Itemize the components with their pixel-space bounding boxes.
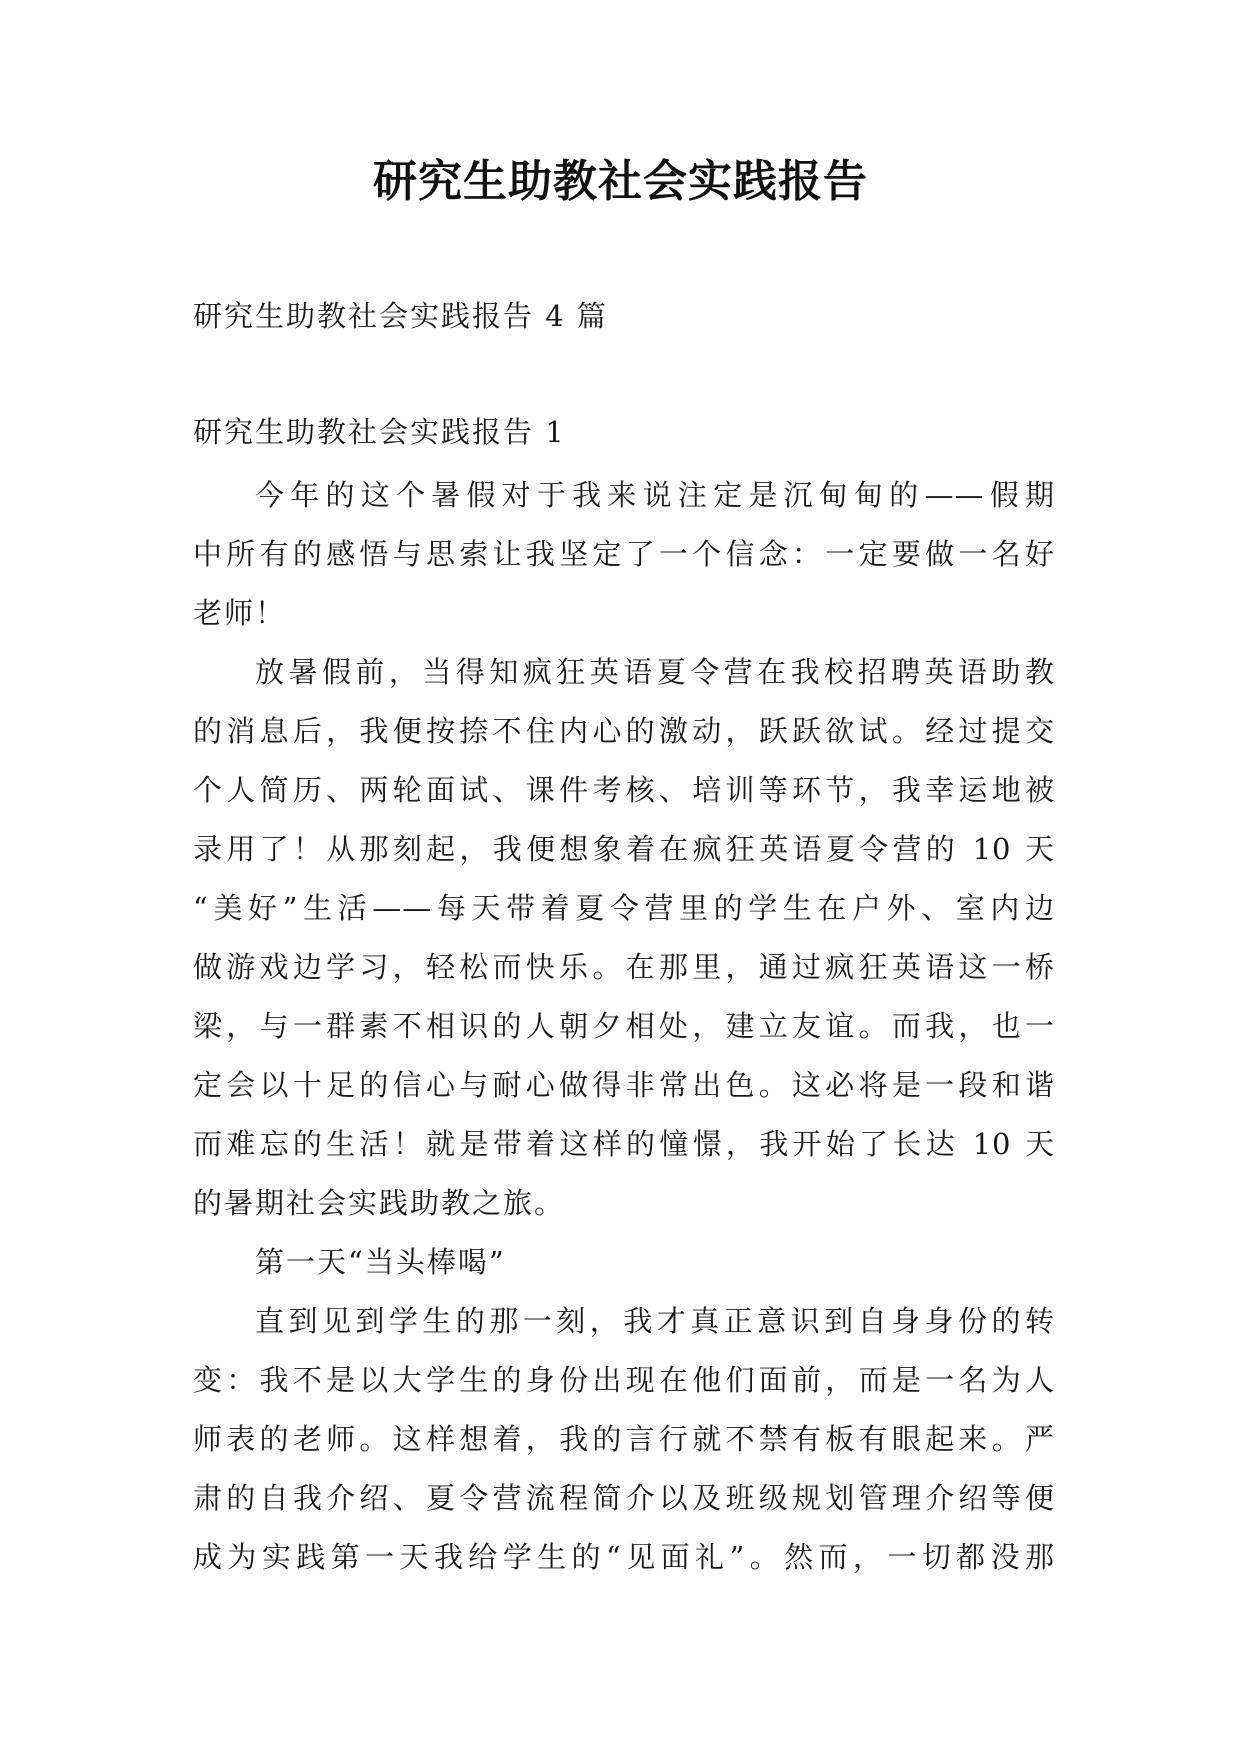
paragraph-line: 录用了！从那刻起，我便想象着在疯狂英语夏令营的 10 天 — [193, 832, 1055, 866]
body-text — [193, 466, 1055, 1587]
paragraph-line: 而难忘的生活！就是带着这样的憧憬，我开始了长达 10 天 — [193, 1127, 1055, 1161]
paragraph-line: “美好”生活——每天带着夏令营里的学生在户外、室内边 — [193, 891, 1055, 925]
paragraph-line: 中所有的感悟与思索让我坚定了一个信念：一定要做一名好 — [193, 537, 1055, 571]
paragraph-line: 定会以十足的信心与耐心做得非常出色。这必将是一段和谐 — [193, 1068, 1055, 1102]
document-subtitle: 研究生助教社会实践报告 4 篇 — [193, 299, 608, 333]
paragraph-line: 放暑假前，当得知疯狂英语夏令营在我校招聘英语助教 — [255, 655, 1055, 689]
paragraph-line: 的消息后，我便按捺不住内心的激动，跃跃欲试。经过提交 — [193, 714, 1055, 748]
paragraph-line: 老师！ — [193, 596, 287, 630]
section-title: 研究生助教社会实践报告 1 — [193, 415, 566, 449]
paragraph-line: 师表的老师。这样想着，我的言行就不禁有板有眼起来。严 — [193, 1422, 1055, 1456]
paragraph-line: 个人简历、两轮面试、课件考核、培训等环节，我幸运地被 — [193, 773, 1055, 807]
paragraph-line: 的暑期社会实践助教之旅。 — [193, 1186, 566, 1220]
paragraph-line: 今年的这个暑假对于我来说注定是沉甸甸的——假期 — [255, 478, 1055, 512]
document-title: 研究生助教社会实践报告 — [373, 156, 868, 207]
paragraph-line: 做游戏边学习，轻松而快乐。在那里，通过疯狂英语这一桥 — [193, 950, 1055, 984]
paragraph-line: 成为实践第一天我给学生的“见面礼”。然而，一切都没那 — [193, 1540, 1055, 1574]
paragraph-line: 直到见到学生的那一刻，我才真正意识到自身身份的转 — [255, 1304, 1055, 1338]
paragraph-line: 肃的自我介绍、夏令营流程简介以及班级规划管理介绍等便 — [193, 1481, 1055, 1515]
paragraph-line: 梁，与一群素不相识的人朝夕相处，建立友谊。而我，也一 — [193, 1009, 1055, 1043]
day-one-heading: 第一天“当头棒喝” — [255, 1245, 506, 1279]
paragraph-line: 变：我不是以大学生的身份出现在他们面前，而是一名为人 — [193, 1363, 1055, 1397]
